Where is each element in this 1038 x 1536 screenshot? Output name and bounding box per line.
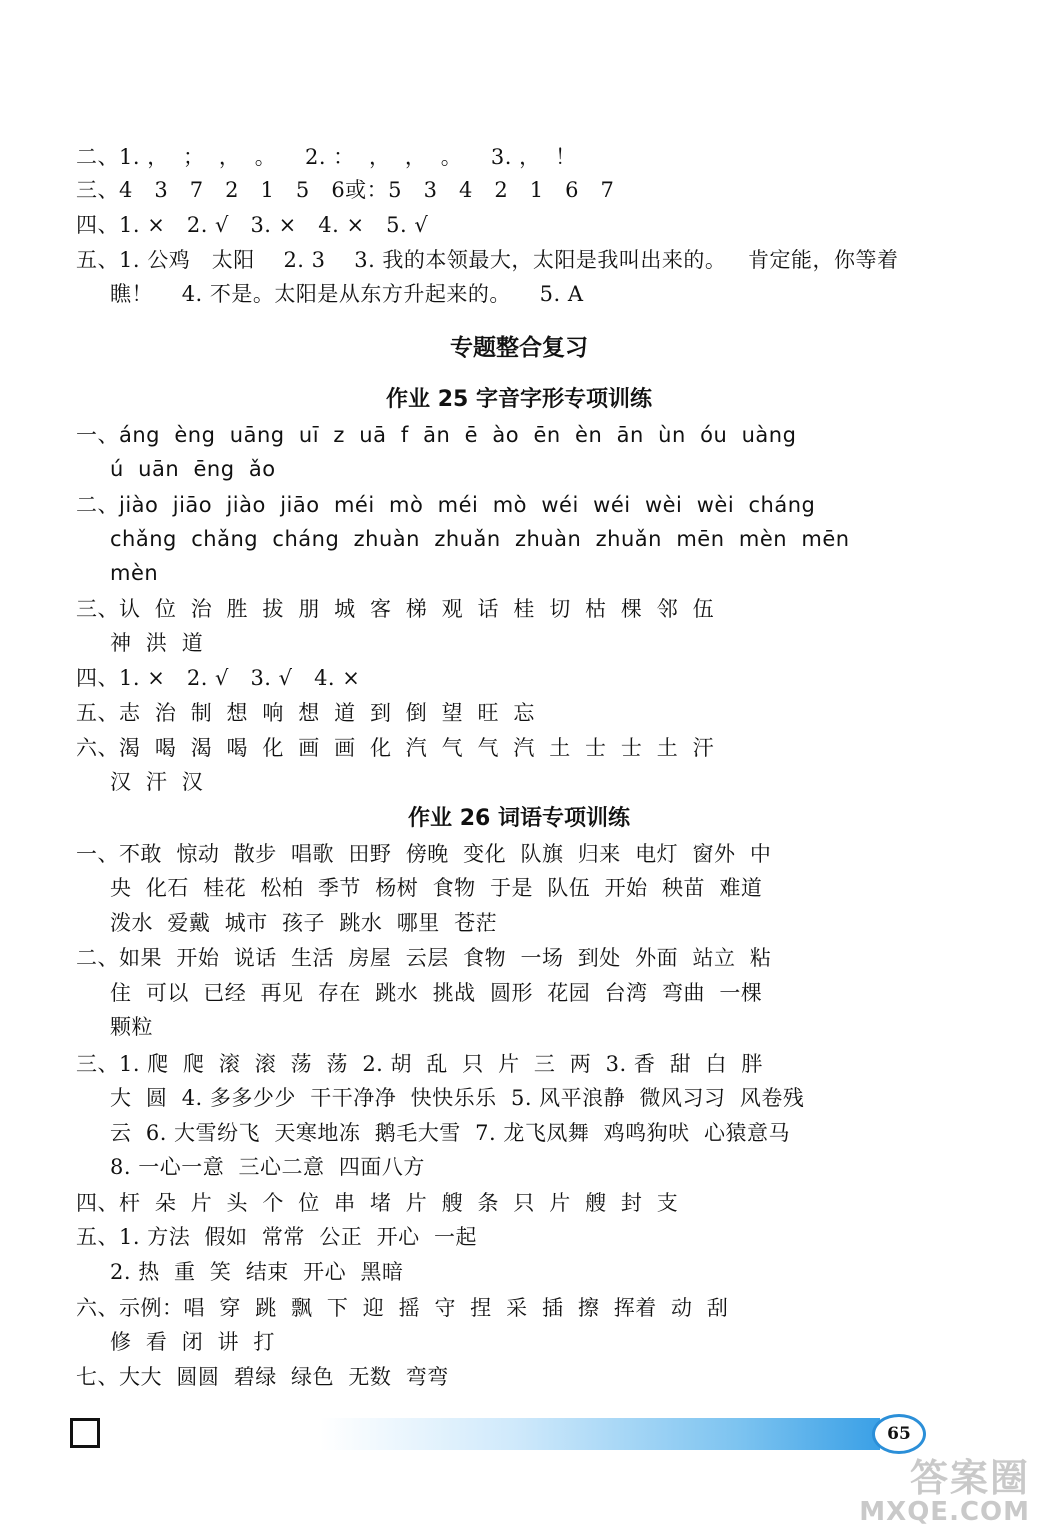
hw26-line-1: 一、不敢 惊动 散步 唱歌 田野 傍晚 变化 队旗 归来 电灯 窗外 中 bbox=[76, 842, 772, 866]
hw26-line-10: 8. 一心一意 三心二意 四面八方 bbox=[110, 1155, 425, 1179]
hw25-line-4: chǎng chǎng cháng zhuàn zhuǎn zhuàn zhuǎn mēn mèn mēn bbox=[110, 527, 850, 551]
hw26-line-7: 三、1. 爬 爬 滚 滚 荡 荡 2. 胡 乱 只 片 三 两 3. 香 甜 白 胖 bbox=[76, 1052, 763, 1076]
watermark-top-text: 答案圈 bbox=[909, 1456, 1030, 1500]
prev-line-3: 四、1. × 2. √ 3. × 4. × 5. √ bbox=[76, 213, 429, 237]
hw26-line-3: 泼水 爱戴 城市 孩子 跳水 哪里 苍茫 bbox=[110, 911, 498, 935]
hw26-line-5: 住 可以 已经 再见 存在 跳水 挑战 圆形 花园 台湾 弯曲 一棵 bbox=[110, 981, 763, 1005]
hw26-line-14: 六、示例：唱 穿 跳 飘 下 迎 摇 守 捏 采 插 擦 挥着 动 刮 bbox=[76, 1296, 729, 1320]
prev-line-2: 三、4 3 7 2 1 5 6或：5 3 4 2 1 6 7 bbox=[76, 178, 615, 202]
page-number: 65 bbox=[872, 1414, 926, 1454]
hw26-line-9: 云 6. 大雪纷飞 天寒地冻 鹅毛大雪 7. 龙飞凤舞 鸡鸣狗吠 心猿意马 bbox=[110, 1121, 791, 1145]
hw25-line-8: 四、1. × 2. √ 3. √ 4. × bbox=[76, 666, 361, 690]
section-title: 专题整合复习 bbox=[450, 335, 588, 361]
prev-line-5: 瞧！ 4. 不是。太阳是从东方升起来的。 5. A bbox=[110, 282, 584, 306]
hw25-line-1: 一、áng èng uāng uī z uā f ān ē ào ēn èn ān ùn óu uàng bbox=[76, 423, 797, 447]
hw26-line-15: 修 看 闭 讲 打 bbox=[110, 1330, 275, 1354]
hw26-line-11: 四、杆 朵 片 头 个 位 串 堵 片 艘 条 只 片 艘 封 支 bbox=[76, 1191, 679, 1215]
hw26-line-6: 颗粒 bbox=[110, 1015, 153, 1039]
hw26-line-13: 2. 热 重 笑 结束 开心 黑暗 bbox=[110, 1260, 404, 1284]
hw26-title: 作业 26 词语专项训练 bbox=[408, 806, 630, 831]
hw25-line-6: 三、认 位 治 胜 拔 朋 城 客 梯 观 话 桂 切 枯 棵 邻 伍 bbox=[76, 597, 715, 621]
footer-square-icon bbox=[70, 1418, 100, 1448]
hw25-line-3: 二、jiào jiāo jiào jiāo méi mò méi mò wéi wéi wèi wèi cháng bbox=[76, 493, 816, 517]
hw26-line-12: 五、1. 方法 假如 常常 公正 开心 一起 bbox=[76, 1225, 477, 1249]
hw25-line-10: 六、渴 喝 渴 喝 化 画 画 化 汽 气 气 汽 土 士 士 土 汗 bbox=[76, 736, 715, 760]
prev-line-4: 五、1. 公鸡 太阳 2. 3 3. 我的本领最大，太阳是我叫出来的。 肯定能，你等着 bbox=[76, 248, 899, 272]
hw26-line-16: 七、大大 圆圆 碧绿 绿色 无数 弯弯 bbox=[76, 1365, 449, 1389]
hw26-line-8: 大 圆 4. 多多少少 干干净净 快快乐乐 5. 风平浪静 微风习习 风卷残 bbox=[110, 1086, 805, 1110]
hw25-line-5: mèn bbox=[110, 561, 159, 585]
hw26-line-2: 央 化石 桂花 松柏 季节 杨树 食物 于是 队伍 开始 秧苗 难道 bbox=[110, 876, 763, 900]
hw25-line-9: 五、志 治 制 想 响 想 道 到 倒 望 旺 忘 bbox=[76, 701, 535, 725]
watermark-logo bbox=[840, 1458, 1030, 1530]
hw25-line-7: 神 洪 道 bbox=[110, 631, 204, 655]
hw25-title: 作业 25 字音字形专项训练 bbox=[386, 387, 652, 412]
hw26-line-4: 二、如果 开始 说话 生活 房屋 云层 食物 一场 到处 外面 站立 粘 bbox=[76, 946, 772, 970]
hw25-line-2: ú uān ēng ǎo bbox=[110, 457, 276, 481]
prev-line-1: 二、1. ， ； ， 。 2. ： ， ， 。 3. ， ！ bbox=[76, 145, 577, 169]
footer-gradient-bar bbox=[320, 1418, 880, 1450]
hw25-line-11: 汉 汗 汉 bbox=[110, 770, 204, 794]
watermark-bottom-text: MXQE.COM bbox=[859, 1497, 1030, 1527]
